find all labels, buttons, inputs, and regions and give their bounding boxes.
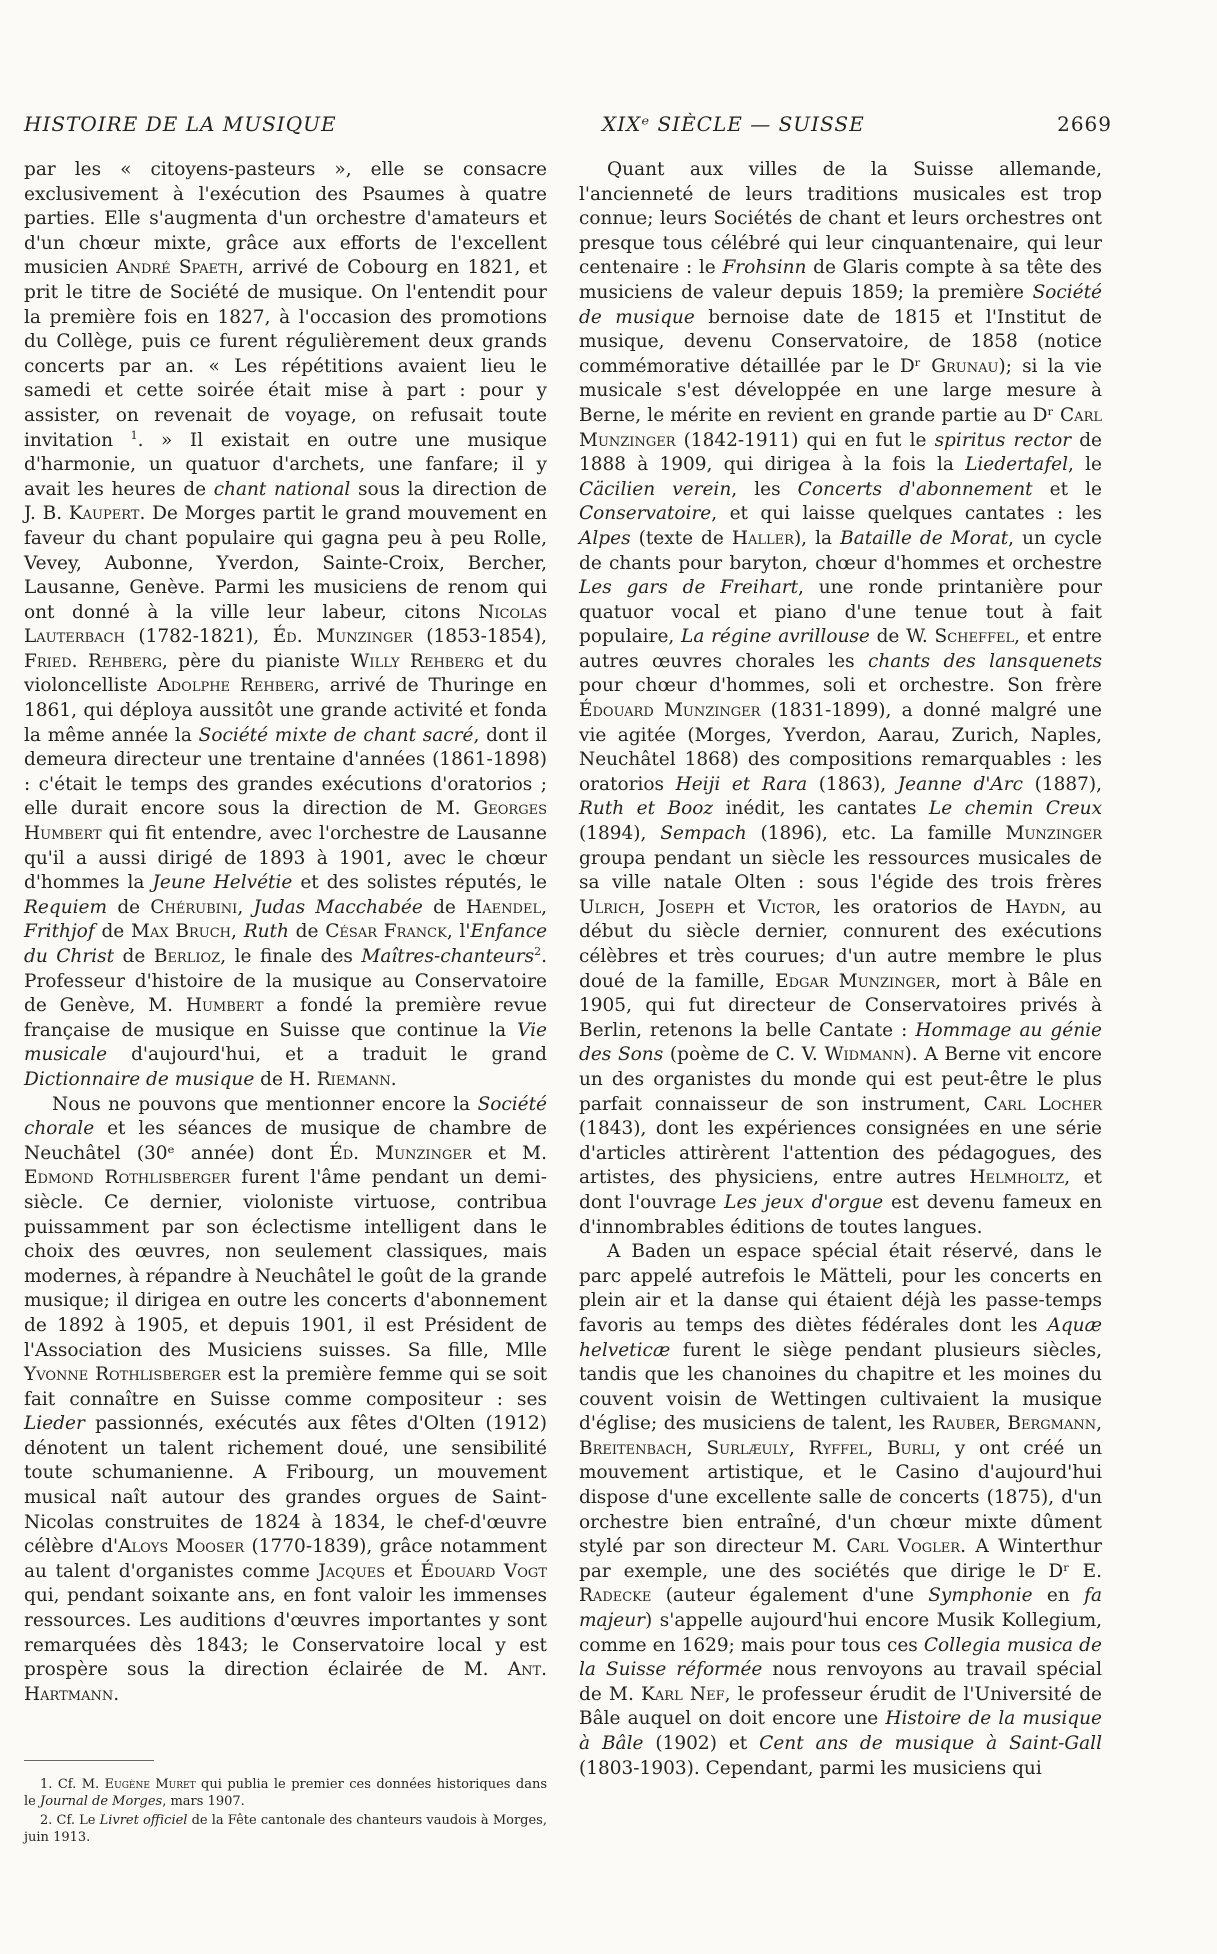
paragraph-suisse-allemande: Quant aux villes de la Suisse allemande, l'ancienneté de leurs traditions musicales est trop connue; leurs Sociétés de chant et leurs orchestres ont presque tous célébré qui leur cinquantenaire, qui leur centenaire : le Frohsinn de Glaris compte à sa tête des musiciens de valeur depuis 1859; la première Société de musique bernoise date de 1815 et l'Institut de musique, devenu Conservatoire, de 1858 (notice commémorative détaillée par le Dʳ Grunau); si la vie musicale s'est développée en une large mesure à Berne, le mérite en revient en grande partie au Dʳ Carl Munzinger (1842-1911) qui en fut le spiritus rector de 1888 à 1909, qui dirigea à la fois la Liedertafel, le Cäcilien verein, les Concerts d'abonnement et le Conservatoire, et qui laisse quelques cantates : les Alpes (texte de Haller), la Bataille de Morat, un cycle de chants pour baryton, chœur d'hommes et orchestre Les gars de Freihart, une ronde printanière pour quatuor vocal et piano d'une tenue tout à fait populaire, La régine avrillouse de W. Scheffel, et entre autres œuvres chorales les chants des lansquenets pour chœur d'hommes, soli et orchestre. Son frère Édouard Munzinger (1831-1899), a donné malgré une vie agitée (Morges, Yverdon, Aarau, Zurich, Naples, Neuchâtel 1868) des compositions remarquables : les oratorios Heiji et Rara (1863), Jeanne d'Arc (1887), Ruth et Booz inédit, les cantates Le chemin Creux (1894), Sempach (1896), etc. La famille Munzinger groupa pendant un siècle les ressources musicales de sa ville natale Olten : sous l'égide des trois frères Ulrich, Joseph et Victor, les oratorios de Haydn, au début du siècle dernier, connurent des exécutions célèbres et très courues; d'un autre membre le plus doué de la famille, Edgar Munzinger, mort à Bâle en 1905, qui fut directeur de Conservatoires privés à Berlin, retenons la belle Cantate : Hommage au génie des Sons (poème de C. V. Widmann). A Berne vit encore un des organistes du monde qui est peut-être le plus parfait connaisseur de son instrument, Carl Locher (1843), dont les expériences consignées en une série d'articles attirèrent l'attention des pédagogues, des artistes, des physiciens, entre autres Helmholtz, et dont l'ouvrage Les jeux d'orgue est devenu fameux en d'innombrables éditions de toutes langues. — [579, 159, 1103, 1238]
left-column — [24, 158, 547, 1707]
page-number: 2669 — [1057, 112, 1112, 136]
footnote-divider — [24, 1760, 154, 1761]
footnote-2: 2. Cf. Le Livret officiel de la Fête cantonale des chanteurs vaudois à Morges, juin 1913. — [24, 1813, 547, 1845]
paragraph-baden-winterthur: A Baden un espace spécial était réservé, dans le parc appelé autrefois le Mätteli, pour les concerts en plein air et la danse qui étaient déjà les passe-temps favoris au temps des diètes fédérales dont les Aquæ helveticæ furent le siège pendant plusieurs siècles, tandis que les chanoines du chapitre et les moines du couvent voisin de Wettingen cultivaient la musique d'église; des musiciens de talent, les Rauber, Bergmann, Breitenbach, Surlæuly, Ryffel, Burli, y ont créé un mouvement artistique, et le Casino d'aujourd'hui dispose d'une excellente salle de concerts (1875), d'un orchestre bien entraîné, d'un chœur mixte dûment stylé par son directeur M. Carl Vogler. A Winterthur par exemple, une des sociétés que dirige le Dʳ E. Radecke (auteur également d'une Symphonie en fa majeur) s'appelle aujourd'hui encore Musik Kollegium, comme en 1629; mais pour tous ces Collegia musica de la Suisse réformée nous renvoyons au travail spécial de M. Karl Nef, le professeur érudit de l'Université de Bâle auquel on doit encore une Histoire de la musique à Bâle (1902) et Cent ans de musique à Saint-Gall (1803-1903). Cependant, parmi les musiciens qui — [579, 1241, 1103, 1779]
right-column — [579, 158, 1102, 1781]
footnotes — [24, 1776, 547, 1848]
paragraph-morges: par les « citoyens-pasteurs », elle se consacre exclusivement à l'exécution des Psaumes à quatre parties. Elle s'augmenta d'un orchestre d'amateurs et d'un chœur mixte, grâce aux efforts de l'excellent musicien André Spaeth, arrivé de Cobourg en 1821, et prit le titre de Société de musique. On l'entendit pour la première fois en 1827, à l'occasion des promotions du Collège, puis ce furent régulièrement deux grands concerts par an. « Les répétitions avaient lieu le samedi et cette soirée était mise à part : pour y assister, on revenait de voyage, on refusait toute invitation $^1$. » Il existait en outre une musique d'harmonie, un quatuor d'archets, une fanfare; il y avait les heures de chant national sous la direction de J. B. Kaupert. De Morges partit le grand mouvement en faveur du chant populaire qui gagna peu à peu Rolle, Vevey, Aubonne, Yverdon, Sainte-Croix, Bercher, Lausanne, Genève. Parmi les musiciens de renom qui ont donné à la ville leur labeur, citons Nicolas Lauterbach (1782-1821), Éd. Munzinger (1853-1854), Fried. Rehberg, père du pianiste Willy Rehberg et du violoncelliste Adolphe Rehberg, arrivé de Thuringe en 1861, qui déploya aussitôt une grande activité et fonda la même année la Société mixte de chant sacré, dont il demeura directeur une trentaine d'années (1861-1898) : c'était le temps des grandes exécutions d'oratorios ; elle durait encore sous la direction de M. Georges Humbert qui fit entendre, avec l'orchestre de Lausanne qu'il a aussi dirigé de 1893 à 1901, avec le chœur d'hommes la Jeune Helvétie et des solistes réputés, le Requiem de Chérubini, Judas Macchabée de Haendel, Frithjof de Max Bruch, Ruth de César Franck, l'Enfance du Christ de Berlioz, le finale des Maîtres-chanteurs$^2$. Professeur d'histoire de la musique au Conservatoire de Genève, M. Humbert a fondé la première revue française de musique en Suisse que continue la Vie musicale d'aujourd'hui, et a traduit le grand Dictionnaire de musique de H. Riemann. — [24, 159, 548, 1090]
footnote-ref: 1 — [130, 428, 138, 442]
footnote-ref: 2 — [534, 944, 542, 958]
header-book-title: HISTOIRE DE LA MUSIQUE — [24, 112, 337, 136]
header-section-title: XIXᵉ SIÈCLE — SUISSE — [602, 112, 865, 136]
paragraph-neuchatel-fribourg: Nous ne pouvons que mentionner encore la Société chorale et les séances de musique de chambre de Neuchâtel (30ᵉ année) dont Éd. Munzinger et M. Edmond Rothlisberger furent l'âme pendant un demi-siècle. Ce dernier, violoniste virtuose, contribua puissamment par son éclectisme intelligent dans le choix des œuvres, non seulement classiques, mais modernes, à répandre à Neuchâtel le goût de la grande musique; il dirigea en outre les concerts d'abonnement de 1892 à 1905, et depuis 1901, il est Président de l'Association des Musiciens suisses. Sa fille, Mlle Yvonne Rothlisberger est la première femme qui se soit fait connaître en Suisse comme compositeur : ses Lieder passionnés, exécutés aux fêtes d'Olten (1912) dénotent un talent richement doué, une sensibilité toute schumanienne. A Fribourg, un mouvement musical naît autour des grandes orgues de Saint-Nicolas construites de 1824 à 1834, le chef-d'œuvre célèbre d'Aloys Mooser (1770-1839), grâce notamment au talent d'organistes comme Jacques et Édouard Vogt qui, pendant soixante ans, en font valoir les immenses ressources. Les auditions d'œuvres importantes y sont remarquées dès 1843; le Conservatoire local y est prospère sous la direction éclairée de M. Ant. Hartmann. — [24, 1093, 548, 1705]
running-header — [24, 108, 1112, 144]
footnote-1: 1. Cf. M. Eugène Muret qui publia le premier ces données historiques dans le Journal de Morges, mars 1907. — [24, 1777, 548, 1809]
